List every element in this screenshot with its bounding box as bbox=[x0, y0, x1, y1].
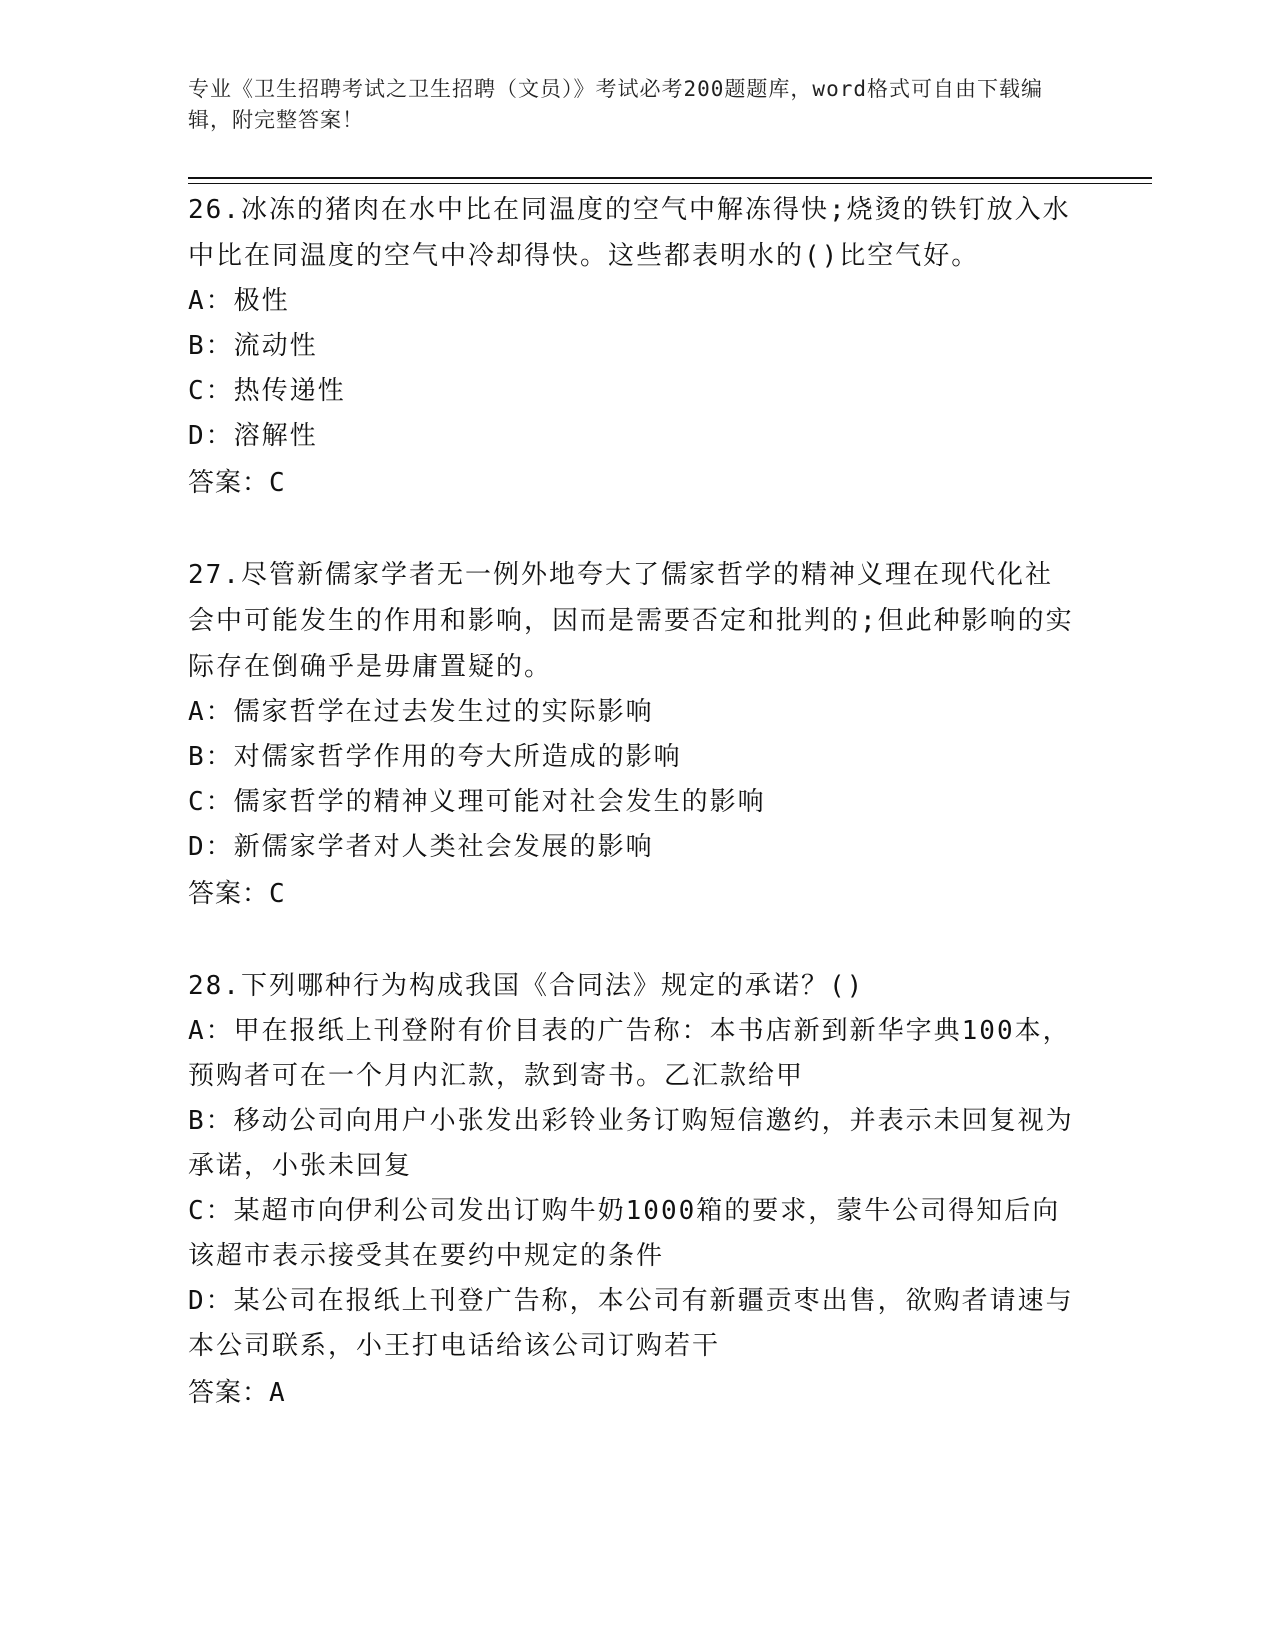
answer-value: C bbox=[269, 879, 286, 909]
option-b: B：流动性 bbox=[188, 331, 318, 361]
question-28 bbox=[188, 963, 1078, 1416]
option-c: C：儒家哲学的精神义理可能对社会发生的影响 bbox=[188, 787, 766, 817]
answer-label: 答案： bbox=[188, 878, 270, 908]
option-b: B：对儒家哲学作用的夸大所造成的影响 bbox=[188, 742, 682, 772]
question-26 bbox=[188, 187, 1078, 506]
option-a: A：极性 bbox=[188, 286, 290, 316]
answer-line bbox=[188, 870, 1078, 917]
question-stem: 27.尽管新儒家学者无一例外地夸大了儒家哲学的精神义理在现代化社会中可能发生的作用和影响，因而是需要否定和批判的;但此种影响的实际存在倒确乎是毋庸置疑的。 bbox=[188, 560, 1074, 682]
question-spacer bbox=[188, 917, 1078, 963]
option-a: A：儒家哲学在过去发生过的实际影响 bbox=[188, 697, 654, 727]
option-d: D：新儒家学者对人类社会发展的影响 bbox=[188, 832, 654, 862]
option-d: D：某公司在报纸上刊登广告称，本公司有新疆贡枣出售，欲购者请速与本公司联系，小王打电话给该公司订购若干 bbox=[188, 1286, 1074, 1361]
answer-line bbox=[188, 1369, 1078, 1416]
option-b: B：移动公司向用户小张发出彩铃业务订购短信邀约，并表示未回复视为承诺，小张未回复 bbox=[188, 1106, 1074, 1181]
option-c: C：热传递性 bbox=[188, 376, 346, 406]
option-a: A：甲在报纸上刊登附有价目表的广告称：本书店新到新华字典100本，预购者可在一个月内汇款，款到寄书。乙汇款给甲 bbox=[188, 1016, 1071, 1091]
question-spacer bbox=[188, 506, 1078, 552]
question-stem: 26.冰冻的猪肉在水中比在同温度的空气中解冻得快;烧烫的铁钉放入水中比在同温度的空气中冷却得快。这些都表明水的()比空气好。 bbox=[188, 195, 1071, 271]
question-list bbox=[188, 187, 1078, 1416]
question-27 bbox=[188, 552, 1078, 917]
header-divider-thin bbox=[188, 183, 1152, 184]
question-stem: 28.下列哪种行为构成我国《合同法》规定的承诺？() bbox=[188, 971, 865, 1001]
answer-line bbox=[188, 459, 1078, 506]
option-c: C：某超市向伊利公司发出订购牛奶1000箱的要求，蒙牛公司得知后向该超市表示接受其在要约中规定的条件 bbox=[188, 1196, 1061, 1271]
answer-value: C bbox=[269, 468, 286, 498]
option-d: D：溶解性 bbox=[188, 421, 318, 451]
header-divider-thick bbox=[188, 177, 1152, 179]
answer-label: 答案： bbox=[188, 1377, 270, 1407]
answer-value: A bbox=[269, 1378, 286, 1408]
answer-label: 答案： bbox=[188, 467, 270, 497]
document-header: 专业《卫生招聘考试之卫生招聘（文员）》考试必考200题题库，word格式可自由下载编辑，附完整答案！ bbox=[188, 77, 1043, 132]
